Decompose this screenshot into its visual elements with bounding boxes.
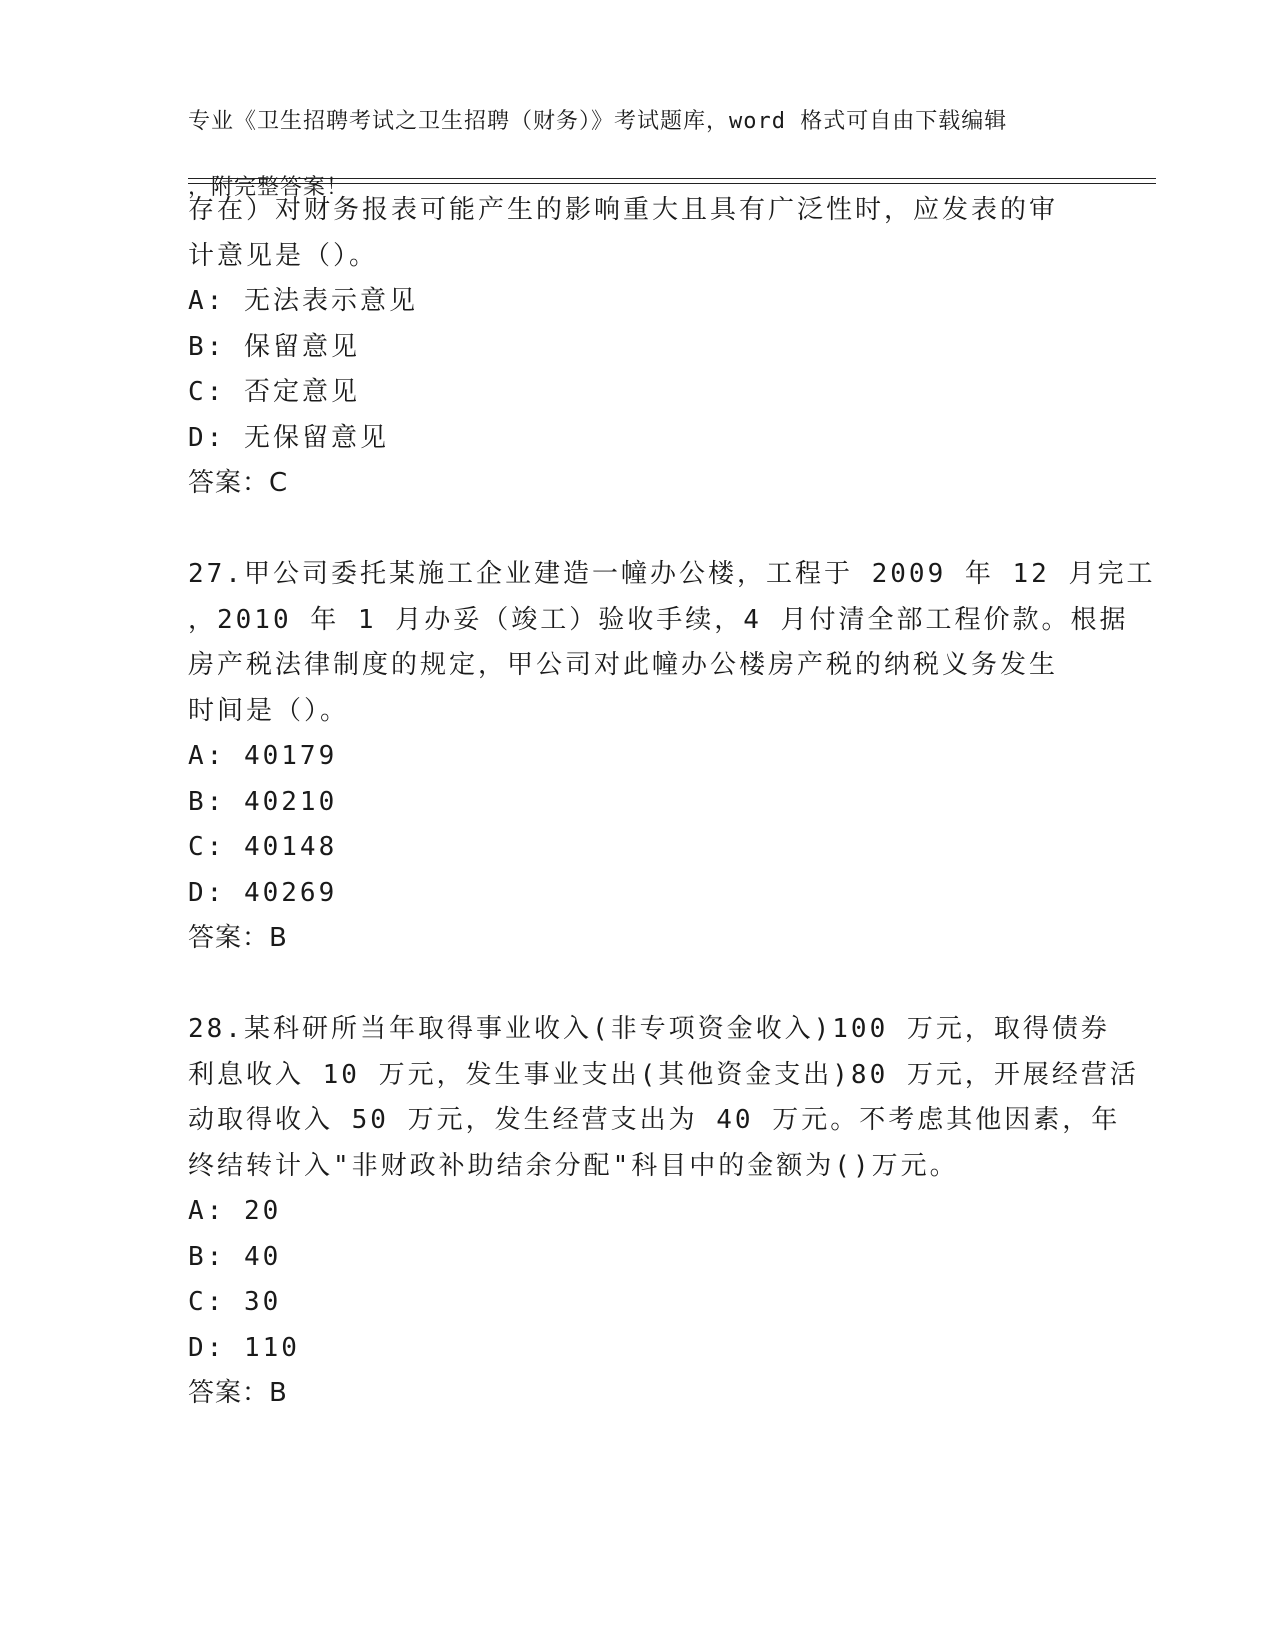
answer: 答案：B [188,1378,288,1408]
header-divider [188,183,1156,184]
option-c: C: 40148 [188,832,338,862]
option-c: C: 否定意见 [188,377,360,407]
option-d: D: 110 [188,1332,300,1363]
question-26 [188,188,1088,507]
spacer [188,962,1088,1008]
option-d: D: 40269 [188,877,338,908]
question-stem-line: 时间是（）。 [188,695,350,726]
question-stem-line: 终结转计入"非财政补助结余分配"科目中的金额为()万元。 [188,1150,959,1181]
question-stem-line: ，2010 年 1 月办妥（竣工）验收手续，4 月付清全部工程价款。根据 [188,604,1129,635]
question-stem-line: 动取得收入 50 万元，发生经营支出为 40 万元。不考虑其他因素，年 [188,1105,1121,1135]
option-a: A: 无法表示意见 [188,286,418,316]
question-list [188,188,1156,1417]
question-28 [188,1007,1139,1417]
option-a: A: 40179 [188,741,338,771]
question-stem-line: 利息收入 10 万元，发生事业支出(其他资金支出)80 万元，开展经营活 [188,1059,1139,1090]
answer: 答案：B [188,923,288,953]
question-27 [188,552,1156,962]
option-b: B: 保留意见 [188,331,360,362]
question-stem-line: 存在）对财务报表可能产生的影响重大且具有广泛性时，应发表的审 [188,195,1059,225]
option-d: D: 无保留意见 [188,422,389,453]
option-b: B: 40210 [188,786,338,817]
spacer [188,507,1088,553]
question-stem-line: 计意见是（）。 [188,240,379,271]
question-stem-line: 27.甲公司委托某施工企业建造一幢办公楼，工程于 2009 年 12 月完工 [188,559,1156,589]
header-line: 专业《卫生招聘考试之卫生招聘（财务）》考试题库，word 格式可自由下载编辑 [188,109,1008,134]
question-stem-line: 房产税法律制度的规定，甲公司对此幢办公楼房产税的纳税义务发生 [188,650,1059,680]
header-line: ，附完整答案！ [188,175,350,200]
option-b: B: 40 [188,1241,282,1272]
option-a: A: 20 [188,1196,282,1226]
question-stem-line: 28.某科研所当年取得事业收入(非专项资金收入)100 万元，取得债券 [188,1014,1110,1044]
header-divider [188,178,1156,179]
answer: 答案：C [188,468,289,498]
option-c: C: 30 [188,1287,282,1317]
